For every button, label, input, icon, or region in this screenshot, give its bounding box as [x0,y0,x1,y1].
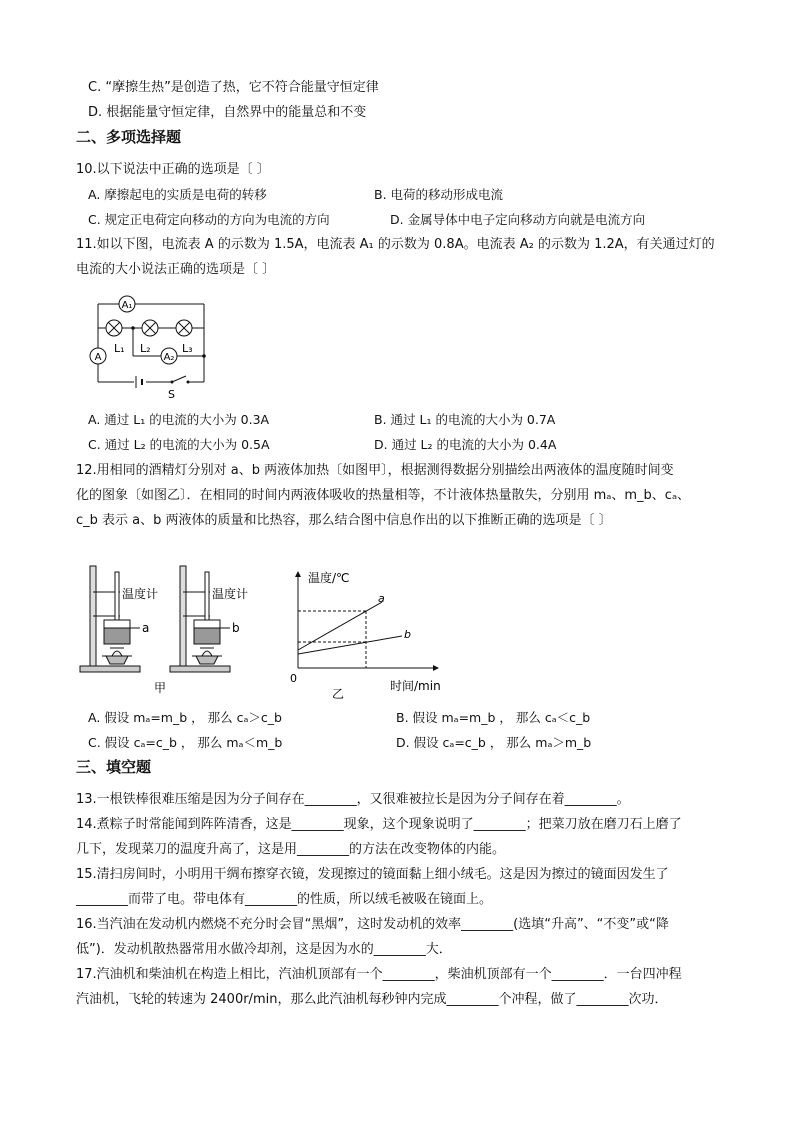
q10-option-d: D. 金属导体中电子定向移动方向就是电流方向 [390,212,646,227]
graph-ylabel: 温度/℃ [308,571,350,585]
svg-text:A₁: A₁ [121,300,133,311]
lamp-l1-icon [106,320,122,336]
ammeter-a1-icon [119,296,135,312]
q12-option-a: A. 假设 mₐ=m_b ， 那么 cₐ＞c_b [88,710,282,725]
line-a [298,602,382,650]
line-b [298,636,402,654]
ammeter-a2-icon [161,348,177,364]
section-title-multiple-choice: 二、多项选择题 [76,128,182,146]
label-jia: 甲 [154,681,167,695]
q12-stem-line2: 化的图象〔如图乙〕．在相同的时间内两液体吸收的热量相等，不计液体热量散失，分别用 mₐ、m_b、cₐ、 [76,488,691,503]
q12-apparatus-figure [76,558,266,698]
q10-option-a: A. 摩擦起电的实质是电荷的转移 [88,187,267,202]
label-thermometer-1: 温度计 [122,587,159,601]
label-l1: L₁ [114,342,125,355]
q14-line2: 几下，发现菜刀的温度升高了，这是用________的方法在改变物体的内能。 [76,842,506,857]
svg-text:A₂: A₂ [163,352,175,363]
q15-line2: ________而带了电。带电体有________的性质，所以绒毛被吸在镜面上。 [76,892,493,907]
label-l3: L₃ [182,342,193,355]
q12-temperature-graph [286,566,456,702]
q16-line2: 低”)．发动机散热器常用水做冷却剂，这是因为水的________大． [76,942,452,957]
q11-stem-line1: 11.如以下图，电流表 A 的示数为 1.5A，电流表 A₁ 的示数为 0.8A。电流表 A₂ 的示数为 1.2A，有关通过灯的 [76,237,715,252]
q9-option-d: D. 根据能量守恒定律，自然界中的能量总和不变 [88,105,367,120]
q11-option-b: B. 通过 L₁ 的电流的大小为 0.7A [374,412,556,427]
q12-stem-line1: 12.用相同的酒精灯分别对 a、b 两液体加热〔如图甲〕，根据测得数据分别描绘出两液体的温度随时间变 [76,463,674,478]
q11-circuit-diagram [84,290,214,400]
q10-stem: 10.以下说法中正确的选项是〔 〕 [76,162,270,177]
q17-line1: 17.汽油机和柴油机在构造上相比，汽油机顶部有一个________，柴油机顶部有一个________．一台四冲程 [76,967,682,982]
q12-option-c: C. 假设 cₐ=c_b ， 那么 mₐ＜m_b [88,735,283,750]
q11-stem-line2: 电流的大小说法正确的选项是〔 〕 [76,262,276,277]
lamp-l3-icon [176,320,192,336]
q11-option-c: C. 通过 L₂ 的电流的大小为 0.5A [88,437,270,452]
section-title-fill-in: 三、填空题 [76,758,152,776]
q17-line2: 汽油机，飞轮的转速为 2400r/min，那么此汽油机每秒钟内完成________个冲程，做了________次功． [76,992,668,1007]
label-liquid-a: a [142,621,150,635]
label-yi: 乙 [332,687,345,701]
graph-label-b: b [404,628,411,641]
q10-option-b: B. 电荷的移动形成电流 [374,187,504,202]
lamp-l2-icon [142,320,158,336]
label-thermometer-2: 温度计 [212,587,249,601]
graph-xlabel: 时间/min [390,679,441,693]
q12-option-d: D. 假设 cₐ=c_b ， 那么 mₐ＞m_b [396,735,592,750]
svg-text:A: A [94,352,102,363]
label-l2: L₂ [140,342,151,355]
graph-label-a: a [378,592,385,605]
q11-option-a: A. 通过 L₁ 的电流的大小为 0.3A [88,412,270,427]
q12-stem-line3: c_b 表示 a、b 两液体的质量和比热容，那么结合图中信息作出的以下推断正确的选项是〔 〕 [76,513,612,528]
q13-text: 13.一根铁棒很难压缩是因为分子间存在________，又很难被拉长是因为分子间存在着________。 [76,792,630,807]
ammeter-a-icon [90,348,106,364]
q11-option-d: D. 通过 L₂ 的电流的大小为 0.4A [374,437,557,452]
q14-line1: 14.煮粽子时常能闻到阵阵清香，这是________现象，这个现象说明了________；把菜刀放在磨刀石上磨了 [76,817,682,832]
q15-line1: 15.清扫房间时，小明用干绸布擦穿衣镜，发现擦过的镜面黏上细小绒毛。这是因为擦过的镜面因发生了 [76,867,669,882]
q16-line1: 16.当汽油在发动机内燃烧不充分时会冒“黑烟”，这时发动机的效率________(选填“升高”、“不变”或“降 [76,917,669,932]
label-switch: S [168,388,175,400]
q10-option-c: C. 规定正电荷定向移动的方向为电流的方向 [88,212,330,227]
q9-option-c: C. “摩擦生热”是创造了热，它不符合能量守恒定律 [88,80,379,95]
label-liquid-b: b [232,621,240,635]
q12-option-b: B. 假设 mₐ=m_b ， 那么 cₐ＜c_b [396,710,591,725]
graph-origin: 0 [290,672,297,685]
